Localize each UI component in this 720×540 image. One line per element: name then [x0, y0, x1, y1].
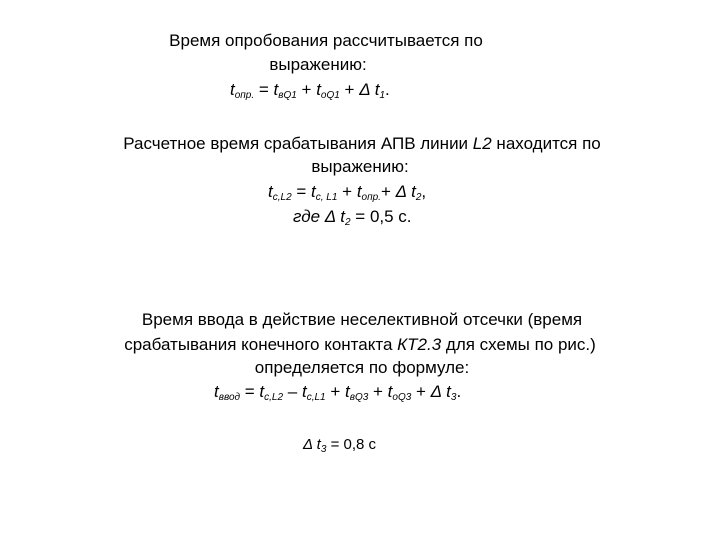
text-line: Расчетное время срабатывания АПВ линии L2 находится по	[123, 134, 601, 153]
text-line: выражению:	[269, 55, 367, 74]
formula-dt3-value: Δ $t_3 = 0,8$ с	[303, 436, 377, 455]
formula-t-opr: $t_{опр.} = t_{вQ1} + t_{оQ1} + \Delta$ $t_1$.	[230, 80, 390, 101]
text-line: определяется по формуле:	[254, 358, 470, 377]
text-line: выражению:	[311, 157, 409, 176]
formula-t-vvod: $t_{ввод} = t_{c,L2} - t_{c,L1} + t_{вQ3} + t_{оQ3} + \Delta$ $t_3$.	[214, 382, 462, 403]
formula-where-dt2: где Δ $t_2 = 0,5$ с.	[293, 207, 412, 228]
formula-t-c-l2: $t_{c,L2} = t_{c, L1} + t_{опр.}+ \Delta$ $t_2$,	[268, 182, 427, 203]
text-line: Время ввода в действие неселективной отсечки (время	[141, 310, 583, 329]
text-line: Время опробования рассчитывается по	[169, 31, 483, 50]
text-line: срабатывания конечного контакта КТ2.3 для схемы по рис.)	[124, 335, 596, 354]
